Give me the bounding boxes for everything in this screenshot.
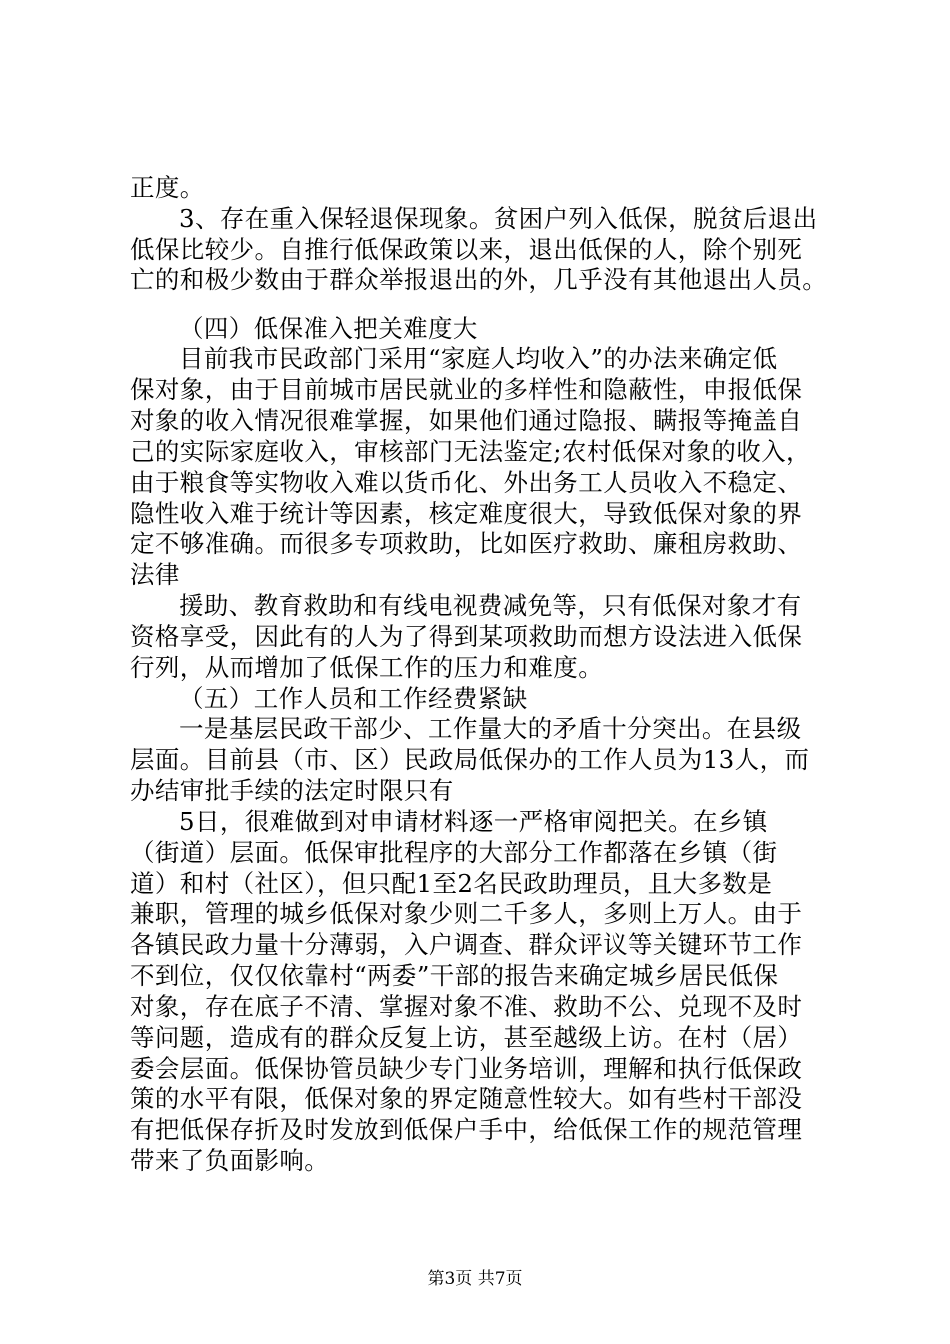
text-line: 对象，存在底子不清、掌握对象不准、救助不公、兑现不及时: [130, 992, 803, 1021]
text-line: 己的实际家庭收入，审核部门无法鉴定;农村低保对象的收入，: [130, 437, 811, 466]
text-line: 道）和村（社区），但只配1至2名民政助理员，且大多数是: [130, 869, 773, 898]
text-line: 5日，很难做到对申请材料逐一严格审阅把关。在乡镇: [179, 807, 768, 836]
text-line: 层面。目前县（市、区）民政局低保办的工作人员为13人，而: [130, 745, 810, 774]
text-line: 兼职，管理的城乡低保对象少则二千多人，多则上万人。由于: [130, 899, 803, 928]
text-line: 有把低保存折及时发放到低保户手中，给低保工作的规范管理: [130, 1115, 803, 1144]
text-line: 不到位，仅仅依靠村“两委”干部的报告来确定城乡居民低保: [130, 961, 779, 990]
text-line: 一是基层民政干部少、工作量大的矛盾十分突出。在县级: [179, 714, 802, 743]
text-line: （街道）层面。低保审批程序的大部分工作都落在乡镇（街: [130, 838, 778, 867]
text-line: 行列，从而增加了低保工作的压力和难度。: [130, 653, 604, 682]
text-line: 目前我市民政部门采用“家庭人均收入”的办法来确定低: [179, 344, 778, 373]
text-line: 亡的和极少数由于群众举报退出的外，几乎没有其他退出人员。: [130, 265, 828, 294]
text-line: 对象的收入情况很难掌握，如果他们通过隐报、瞒报等掩盖自: [130, 406, 803, 435]
section-heading: （五）工作人员和工作经费紧缺: [179, 684, 528, 713]
text-line: 委会层面。低保协管员缺少专门业务培训，理解和执行低保政: [130, 1054, 803, 1083]
text-line: 策的水平有限，低保对象的界定随意性较大。如有些村干部没: [130, 1084, 803, 1113]
text-line: 低保比较少。自推行低保政策以来，退出低保的人，除个别死: [130, 235, 803, 264]
text-line: 办结审批手续的法定时限只有: [130, 776, 454, 805]
text-line: 隐性收入难于统计等因素，核定难度很大，导致低保对象的界: [130, 499, 803, 528]
text-line: 保对象，由于目前城市居民就业的多样性和隐蔽性，申报低保: [130, 375, 803, 404]
text-line: 法律: [130, 560, 180, 589]
text-line: 3、存在重入保轻退保现象。贫困户列入低保，脱贫后退出: [179, 204, 818, 233]
text-line: 由于粮食等实物收入难以货币化、外出务工人员收入不稳定、: [130, 468, 803, 497]
text-line: 资格享受，因此有的人为了得到某项救助而想方设法进入低保: [130, 622, 803, 651]
page-number-footer: 第3页 共7页: [427, 1269, 523, 1289]
text-line: 等问题，造成有的群众反复上访，甚至越级上访。在村（居）: [130, 1023, 803, 1052]
text-line: 正度。: [130, 173, 205, 202]
text-line: 各镇民政力量十分薄弱，入户调查、群众评议等关键环节工作: [130, 930, 803, 959]
text-line: 带来了负面影响。: [130, 1146, 330, 1175]
text-line: 援助、教育救助和有线电视费减免等，只有低保对象才有: [179, 591, 802, 620]
section-heading: （四）低保准入把关难度大: [179, 314, 478, 343]
text-line: 定不够准确。而很多专项救助，比如医疗救助、廉租房救助、: [130, 529, 803, 558]
